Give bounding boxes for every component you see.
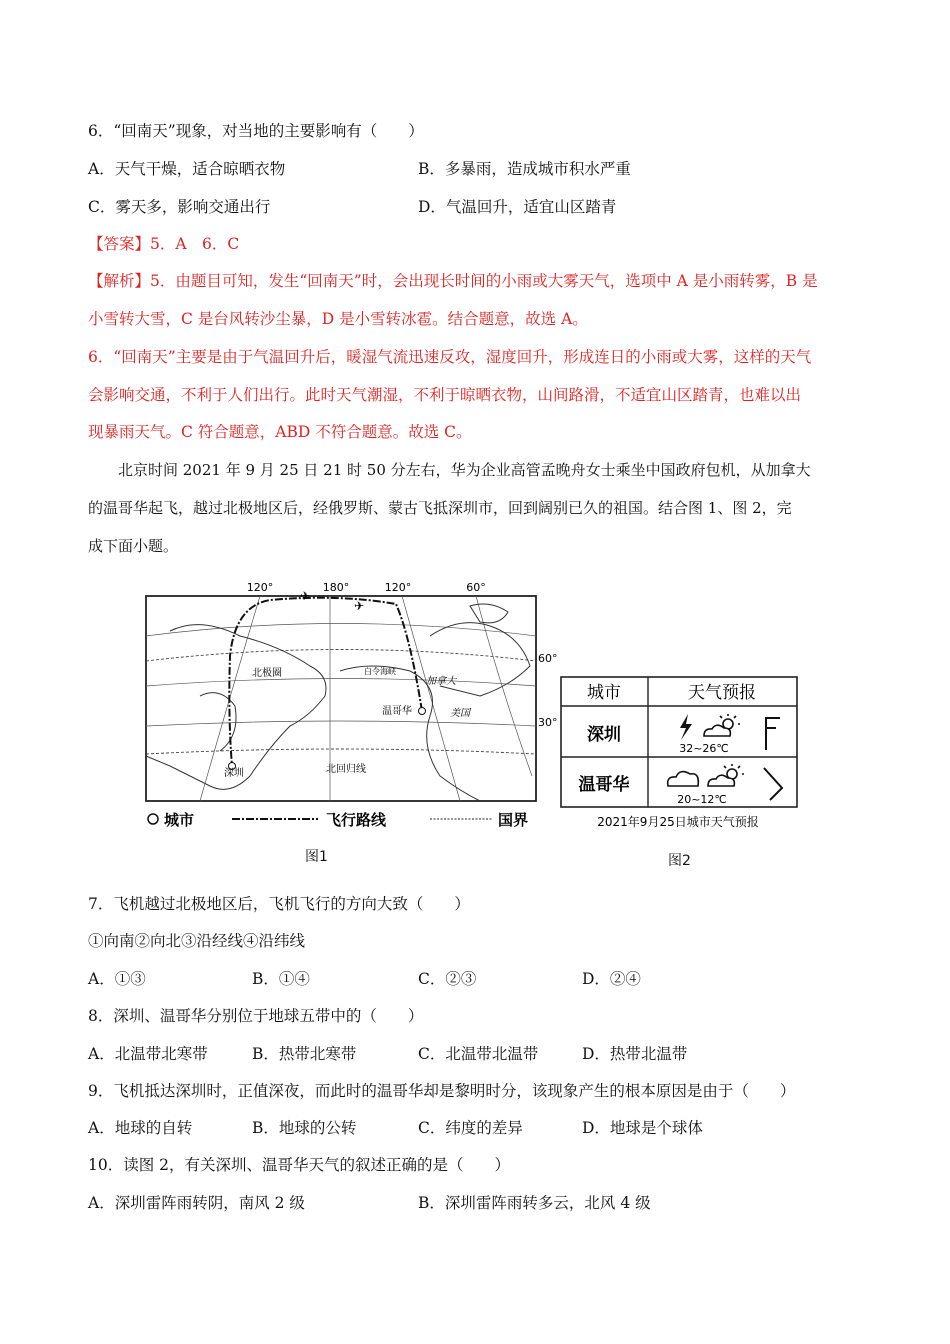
q9-option-b: B．地球的公转 [252,1119,357,1137]
header-forecast: 天气预报 [688,683,756,703]
vancouver-temp: 20~12℃ [677,793,727,806]
lon-label-120w-left: 120° [246,581,274,594]
label-bering-strait: 白令海峡 [364,667,396,676]
analysis-line-3: 6．“回南天”主要是由于气温回升后，暖湿气流迅速反攻，湿度回升，形成连日的小雨或大雾，这样的天气 [88,348,812,366]
q8-option-c: C．北温带北温带 [418,1045,539,1063]
q6-option-a: A．天气干燥，适合晾晒衣物 [88,160,286,178]
city-marker-vancouver [419,708,426,715]
passage-line-3: 成下面小题。 [88,537,179,555]
lon-label-180: 180° [322,581,350,594]
analysis-line-5: 现暴雨天气。C 符合题意，ABD 不符合题意。故选 C。 [88,423,472,441]
figure-2-weather-table [560,676,800,836]
q7-option-d: D．②④ [582,970,641,988]
q7-option-b: B．①④ [252,970,310,988]
lat-label-30: 30° [538,716,558,729]
q6-option-c: C．雾天多，影响交通出行 [88,198,271,216]
q9-option-d: D．地球是个球体 [582,1119,703,1137]
q10-option-a: A．深圳雷阵雨转阴，南风 2 级 [88,1194,305,1212]
answer-line: 【答案】5．A 6．C [88,235,240,253]
q7-option-c: C．②③ [418,970,477,988]
q8-option-d: D．热带北温带 [582,1045,688,1063]
q10-stem: 10．读图 2，有关深圳、温哥华天气的叙述正确的是（ ） [88,1156,511,1174]
plane-icon: ✈ [300,589,311,603]
q7-option-a: A．①③ [88,970,146,988]
figure-2-caption: 图2 [668,853,691,869]
analysis-line-1: 【解析】5．由题目可知，发生“回南天”时，会出现长时间的小雨或大雾天气，选项中 A 是小雨转雾，B 是 [88,272,818,290]
passage-line-2: 的温哥华起飞，越过北极地区后，经俄罗斯、蒙古飞抵深圳市，回到阔别已久的祖国。结合图 1、图 2，完 [88,499,792,517]
shenzhen-name: 深圳 [587,725,621,745]
q9-option-c: C．纬度的差异 [418,1119,523,1137]
legend-city-icon [148,814,158,824]
lat-label-60: 60° [538,652,558,665]
legend-border: 国界 [498,811,529,829]
q9-option-a: A．地球的自转 [88,1119,193,1137]
q7-stem: 7．飞机越过北极地区后，飞机飞行的方向大致（ ） [88,895,470,913]
label-canada: 加拿大 [426,676,456,687]
label-shenzhen: 深圳 [224,768,244,779]
figure-1-map [140,576,558,832]
plane-icon: ✈ [354,599,365,613]
passage-line-1: 北京时间 2021 年 9 月 25 日 21 时 50 分左右，华为企业高管孟晚舟女士乘坐中国政府包机，从加拿大 [118,461,811,479]
q6-option-d: D．气温回升，适宜山区踏青 [418,198,617,216]
lon-label-120: 120° [384,581,412,594]
q6-stem: 6．“回南天”现象，对当地的主要影响有（ ） [88,122,424,140]
table-footer: 2021年9月25日城市天气预报 [597,815,759,829]
label-tropic: 北回归线 [326,764,366,775]
legend-city: 城市 [164,811,195,829]
q7-items: ①向南②向北③沿经线④沿纬线 [88,932,306,950]
q8-option-b: B．热带北寒带 [252,1045,357,1063]
label-usa: 美国 [450,708,470,719]
q8-stem: 8．深圳、温哥华分别位于地球五带中的（ ） [88,1007,424,1025]
lon-label-60: 60° [466,581,486,594]
legend-route: 飞行路线 [326,811,387,829]
q9-stem: 9．飞机抵达深圳时，正值深夜，而此时的温哥华却是黎明时分，该现象产生的根本原因是由于（ ） [88,1082,796,1100]
label-arctic-circle: 北极圈 [252,668,282,679]
shenzhen-temp: 32~26℃ [679,742,729,755]
label-vancouver: 温哥华 [382,706,412,717]
header-city: 城市 [587,683,621,703]
figure-1-caption: 图1 [305,849,328,865]
q8-option-a: A．北温带北寒带 [88,1045,208,1063]
vancouver-name: 温哥华 [578,775,630,795]
analysis-line-2: 小雪转大雪，C 是台风转沙尘暴，D 是小雪转冰雹。结合题意，故选 A。 [88,310,588,328]
q6-option-b: B．多暴雨，造成城市积水严重 [418,160,631,178]
q10-option-b: B．深圳雷阵雨转多云，北风 4 级 [418,1194,651,1212]
analysis-line-4: 会影响交通，不利于人们出行。此时天气潮湿，不利于晾晒衣物，山间路滑，不适宜山区踏青，也难以出 [88,386,802,404]
